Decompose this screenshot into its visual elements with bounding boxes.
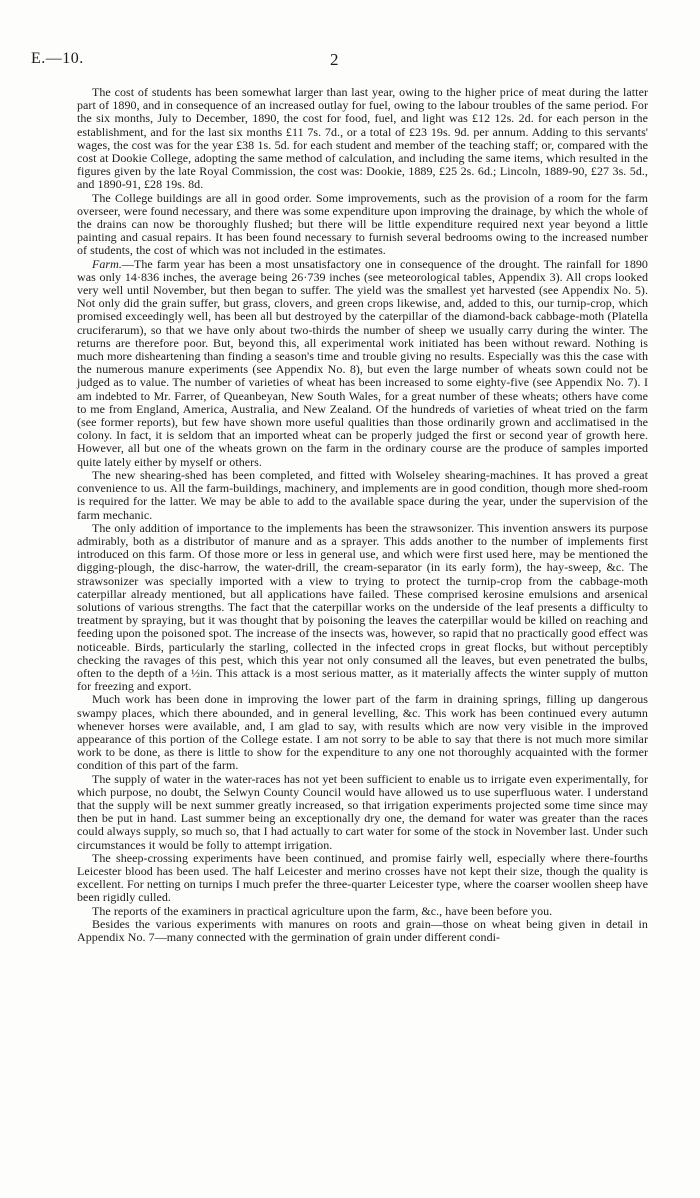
body-text bbox=[77, 86, 648, 944]
paragraph-text: The new shearing-shed has been completed, and fitted with Wolseley shearing-machines. It has proved a great convenience to us. All the farm-buildings, machinery, and implements are in good condition, though more shed-room is required for the latter. We may be able to add to the available space during the year, under the supervision of the farm mechanic. bbox=[77, 467, 648, 522]
paragraph-experiments bbox=[77, 918, 648, 944]
paragraph-text: The supply of water in the water-races has not yet been sufficient to enable us to irrigate even experimentally, for which purpose, no doubt, the Selwyn County Council would have allowed us to use superfluous water. I understand that the supply will be next summer greatly increased, so that irrigation experiments projected some time since may then be put in hand. Last summer being an exceptionally dry one, the demand for water was greater than the races could always supply, so much so, that I had actually to cart water for some of the stock in November last. Under such circumstances it would be folly to attempt irrigation. bbox=[77, 771, 648, 852]
paragraph-shearing-shed bbox=[77, 469, 648, 522]
paragraph-drainage bbox=[77, 693, 648, 772]
paragraph-text: The College buildings are all in good order. Some improvements, such as the provision of a room for the farm overseer, were found necessary, and there was some expenditure upon improving the drainage, by which the whole of the drains can now be thoroughly flushed; but there will be little expenditure required next year beyond a little painting and casual repairs. It has been found necessary to furnish several bedrooms owing to the increased number of students, the cost of which was not included in the estimates. bbox=[77, 190, 648, 258]
page-number: 2 bbox=[330, 50, 339, 69]
paragraph-buildings bbox=[77, 192, 648, 258]
document-reference: E.—10. bbox=[31, 50, 84, 67]
paragraph-cost bbox=[77, 86, 648, 192]
paragraph-text: The reports of the examiners in practical agriculture upon the farm, &c., have been before you. bbox=[92, 903, 553, 918]
paragraph-water-supply bbox=[77, 773, 648, 852]
paragraph-text: —The farm year has been a most unsatisfactory one in consequence of the drought. The rainfall for 1890 was only 14·836 inches, the average being 26·739 inches (see meteorological tables, Appendix 3). All crops looked very well until November, but then began to suffer. The yield was the smallest yet harvested (see Appendix No. 5). Not only did the grain suffer, but grass, clovers, and green crops likewise, and, added to this, our turnip-crop, which promised exceedingly well, has been all but destroyed by the caterpillar of the diamond-back cabbage-moth (Platella cruciferarum), so that we have only about two-thirds the number of sheep we usually carry during the winter. The returns are therefore poor. But, beyond this, all experimental work initiated has been without reward. Nothing is much more disheartening than finding a season's time and trouble giving no results. Especially was this the case with the numerous manure experiments (see Appendix No. 8), but even the large number of wheats sown could not be judged as to value. The number of varieties of wheat has been increased to some eighty-five (see Appendix No. 7). I am indebted to Mr. Farrer, of Queanbeyan, New South Wales, for a great number of these wheats; others have come to me from England, America, Australia, and New Zealand. Of the hundreds of varieties of wheat tried on the farm (see former reports), but few have shown more useful qualities than those ordinarily grown and acclimatised in the colony. In fact, it is seldom that an imported wheat can be properly judged the first or second year of growth here. However, all but one of the wheats grown on the farm in the ordinary course are the produce of samples imported quite lately either by myself or others. bbox=[77, 256, 648, 469]
paragraph-implements bbox=[77, 522, 648, 694]
paragraph-text: The cost of students has been somewhat larger than last year, owing to the higher price of meat during the latter part of 1890, and in consequence of an increased outlay for fuel, owing to the labour troubles of the same period. For the six months, July to December, 1890, the cost for food, fuel, and light was £12 12s. 2d. for each person in the establishment, and for the last six months £11 7s. 7d., or a total of £23 19s. 9d. per annum. Adding to this servants' wages, the cost was for the year £38 1s. 5d. for each student and member of the teaching staff; or, compared with the cost at Dookie College, adopting the same method of calculation, and including the same items, which resulted in the figures given by the late Royal Commission, the cost was: Dookie, 1889, £25 2s. 6d.; Lincoln, 1889-90, £27 3s. 5d., and 1890-91, £28 19s. 8d. bbox=[77, 85, 648, 192]
paragraph-text: Much work has been done in improving the lower part of the farm in draining springs, filling up dangerous swampy places, which there abounded, and in general levelling, &c. This work has been continued every autumn whenever horses were available, and, I am glad to say, with results which are now very visible in the improved appearance of this portion of the College estate. I am not sorry to be able to say that there is not much more similar work to be done, as there is little to show for the expenditure to any one not thoroughly acquainted with the former condition of this part of the farm. bbox=[77, 692, 648, 773]
paragraph-text: The sheep-crossing experiments have been continued, and promise fairly well, especially where there-fourths Leicester blood has been used. The half Leicester and merino crosses have not kept their size, though the quality is excellent. For netting on turnips I much prefer the three-quarter Leicester type, where the coarser woollen sheep have been rigidly culled. bbox=[77, 850, 648, 905]
paragraph-farm bbox=[77, 258, 648, 469]
page-header bbox=[31, 50, 648, 80]
paragraph-text: The only addition of importance to the implements has been the strawsonizer. This invention answers its purpose admirably, both as a distributor of manure and as a sprayer. This adds another to the number of implements first introduced on this farm. Of those more or less in general use, and which were first used here, may be mentioned the digging-plough, the disc-harrow, the water-drill, the cream-separator (in its early form), the hay-sweep, &c. The strawsonizer was specially imported with a view to trying to protect the turnip-crop from the cabbage-moth caterpillar already mentioned, but all applications have failed. These comprised kerosine emulsions and arsenical solutions of various strengths. The fact that the caterpillar works on the underside of the leaf presents a difficulty to treatment by spraying, but it was thought that by poisoning the leaves the caterpillar would be killed on reaching and feeding upon the poisoned spot. The increase of the insects was, however, so rapid that no practically good effect was noticeable. Birds, particularly the starling, collected in the infected crops in great flocks, but without perceptibly checking the ravages of this pest, which this year not only consumed all the leaves, but even penetrated the bulbs, often to the depth of a ½in. This attack is a most serious matter, as it materially affects the winter supply of mutton for freezing and export. bbox=[77, 520, 648, 694]
paragraph-text: Besides the various experiments with manures on roots and grain—those on wheat being given in detail in Appendix No. 7—many connected with the germination of grain under different condi- bbox=[77, 916, 648, 944]
paragraph-sheep-crossing bbox=[77, 852, 648, 905]
paragraph-lead: Farm. bbox=[92, 256, 122, 271]
